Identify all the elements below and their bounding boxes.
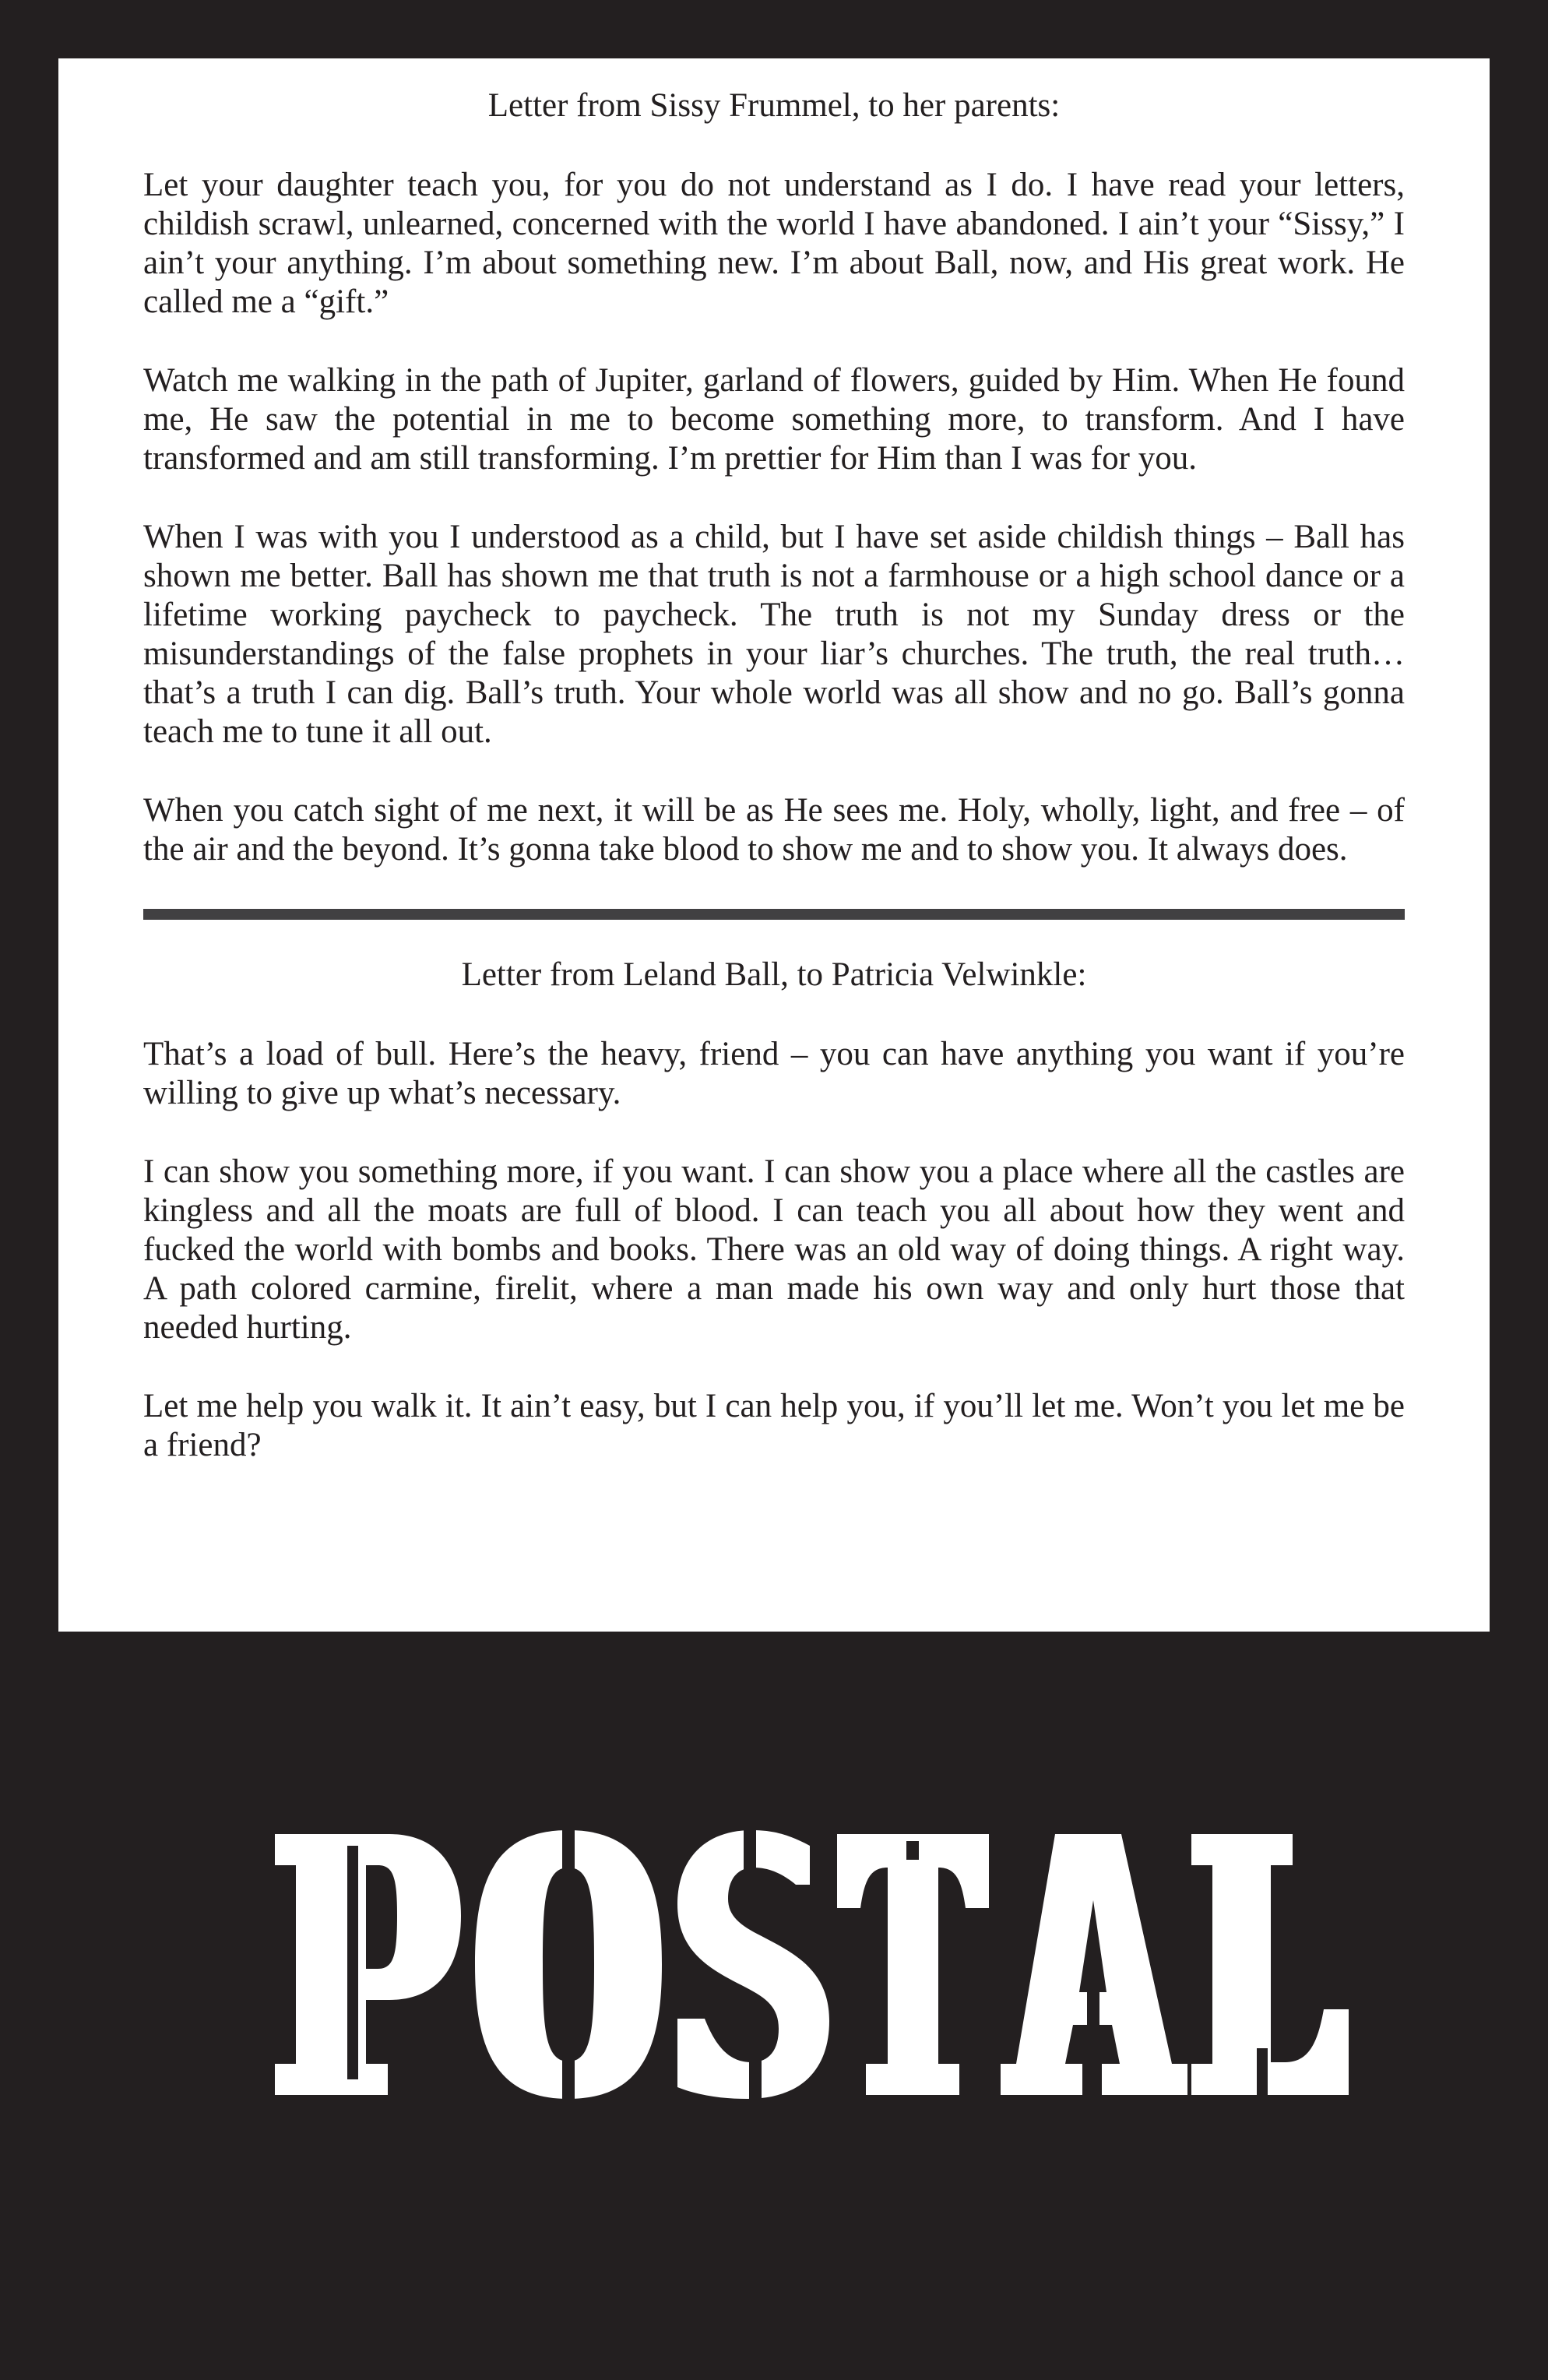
letter-one-paragraph-4: When you catch sight of me next, it will be as He sees me. Holy, wholly, light, and free – of the air and the beyond. It’s gonna take blood to show me and to show you. It always does.: [143, 792, 1405, 868]
section-divider: [143, 909, 1405, 920]
logo-stencil-gap-s-bottom: [749, 2009, 762, 2103]
postal-logo: [0, 1815, 1548, 2111]
logo-stencil-gap-t: [906, 1841, 919, 1860]
logo-letter-a: [1001, 1834, 1187, 2095]
letter-two-paragraph-1: That’s a load of bull. Here’s the heavy, friend – you can have anything you want if you’re willing to give up what’s necessary.: [143, 1036, 1405, 1111]
letter-leland-ball: [143, 956, 1405, 1465]
postal-stencil-logo: [0, 1815, 1548, 2111]
letter-two-paragraph-3: Let me help you walk it. It ain’t easy, but I can help you, if you’ll let me. Won’t you let me be a friend?: [143, 1388, 1405, 1463]
logo-letter-t: [837, 1834, 989, 2095]
logo-stencil-gap-s-top: [744, 1824, 756, 1917]
letter-two-heading: Letter from Leland Ball, to Patricia Velwinkle:: [461, 956, 1087, 993]
logo-letter-p: [275, 1834, 461, 2095]
letter-two-paragraph-2: I can show you something more, if you want. I can show you a place where all the castles are kingless and all the moats are full of blood. I can teach you all about how they went and fucked the world with bombs and books. There was an old way of doing things. A right way. A path colored carmine, firelit, where a man made his own way and only hurt those that needed hurting.: [143, 1153, 1405, 1346]
logo-stencil-gap-o-bottom: [562, 2056, 575, 2104]
letter-one-paragraph-2: Watch me walking in the path of Jupiter, garland of flowers, guided by Him. When He found me, He saw the potential in me to become something more, to transform. And I have transformed and am still transforming. I’m prettier for Him than I was for you.: [143, 362, 1405, 477]
letters-panel: [58, 58, 1490, 1632]
letter-one-paragraph-3: When I was with you I understood as a child, but I have set aside childish things – Ball has shown me better. Ball has shown me that truth is not a farmhouse or a high school dance or a lifetime working paycheck to paycheck. The truth is not my Sunday dress or the misunderstandings of the false prophets in your liar’s churches. The truth, the real truth…that’s a truth I can dig. Ball’s truth. Your whole world was all show and no go. Ball’s gonna teach me to tune it all out.: [143, 519, 1405, 750]
logo-stencil-gap-o-top: [562, 1824, 575, 1872]
logo-stencil-gap-a: [1087, 1990, 1099, 2029]
letter-sissy-frummel: [143, 86, 1405, 869]
logo-letter-l: [1191, 1834, 1349, 2095]
letter-one-heading: Letter from Sissy Frummel, to her parents:: [487, 87, 1061, 124]
logo-stencil-gap-l: [1257, 2048, 1268, 2095]
letter-one-paragraph-1: Let your daughter teach you, for you do not understand as I do. I have read your letters, childish scrawl, unlearned, concerned with the world I have abandoned. I ain’t your “Sissy,” I ain’t your anything. I’m about something new. I’m about Ball, now, and His great work. He called me a “gift.”: [143, 167, 1405, 320]
logo-stencil-gap-p: [347, 1846, 358, 2079]
